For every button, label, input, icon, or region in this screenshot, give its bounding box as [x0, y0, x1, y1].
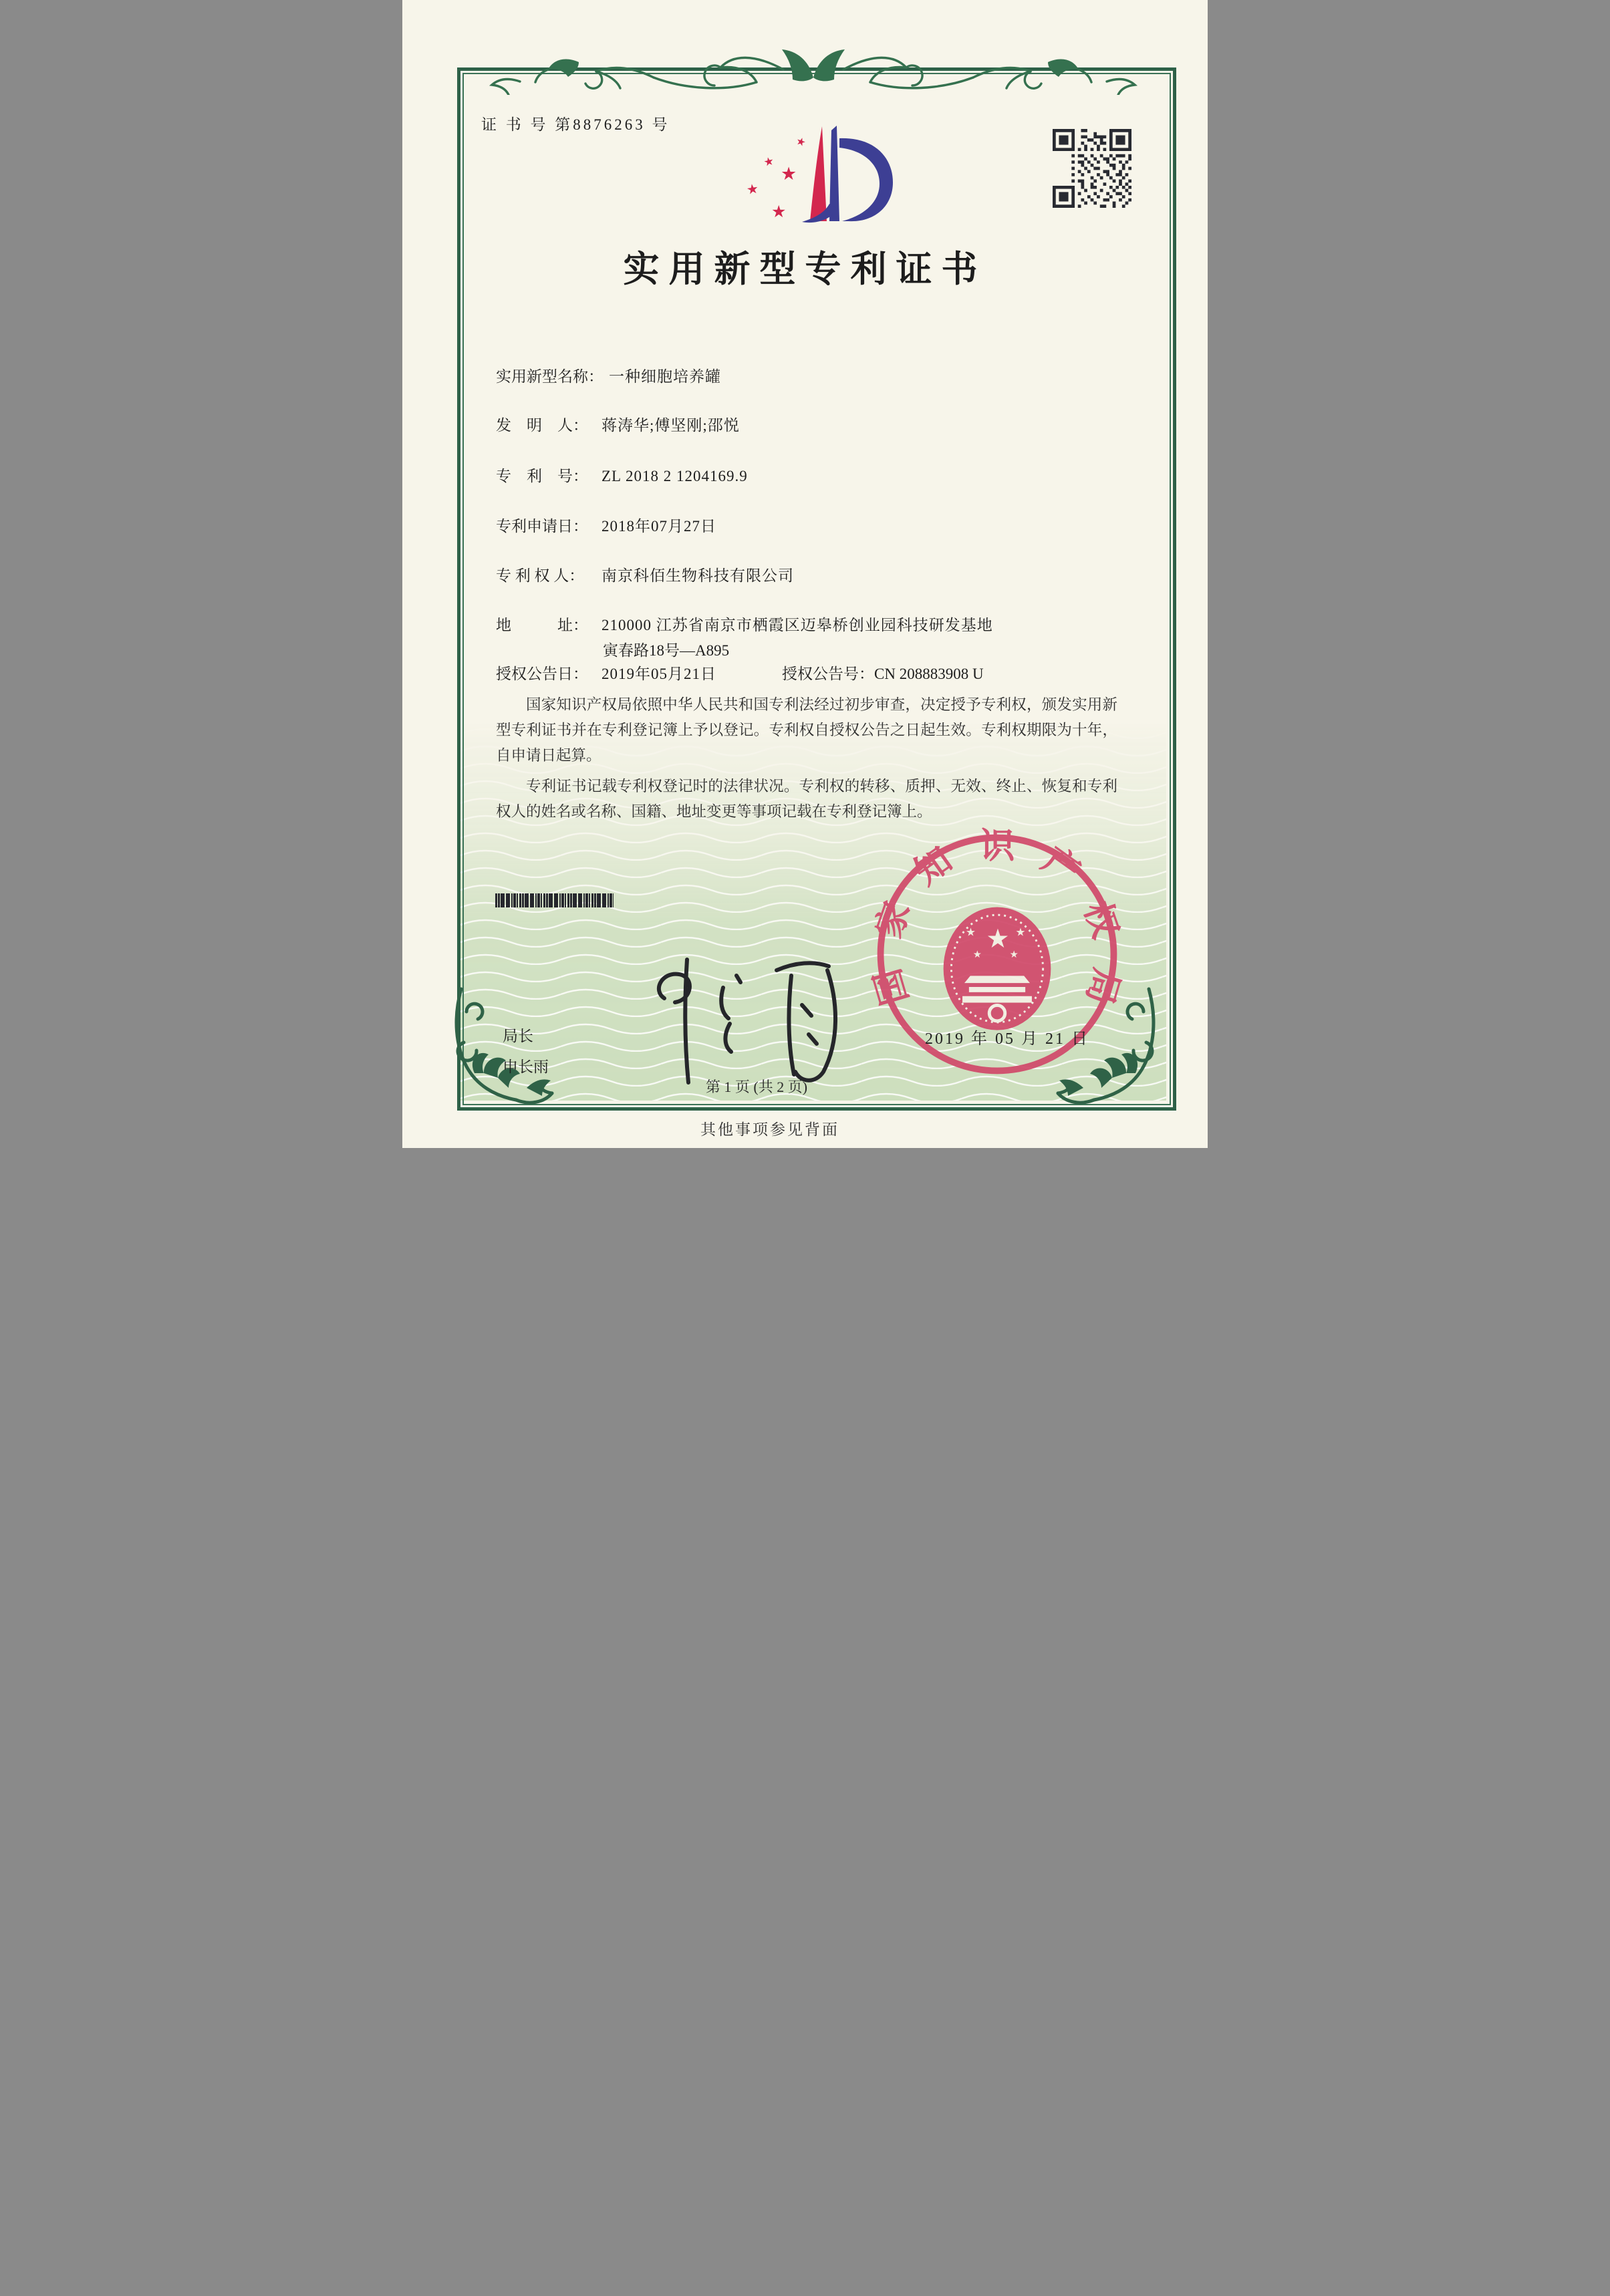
- field-address: [496, 613, 993, 635]
- field-value: 南京科佰生物科技有限公司: [601, 567, 794, 584]
- svg-text:★: ★: [745, 180, 760, 198]
- field-value: 一种细胞培养罐: [609, 368, 721, 385]
- field-value: 2018年07月27日: [601, 518, 716, 535]
- legal-paragraph-2: 专利证书记载专利权登记时的法律状况。专利权的转移、质押、无效、终止、恢复和专利权人的姓名或名称、国籍、地址变更等事项记载在专利登记簿上。: [496, 778, 1117, 820]
- field-label: 授权公告日：: [496, 666, 588, 682]
- svg-text:★: ★: [771, 202, 787, 221]
- field-grant-number: [782, 662, 984, 684]
- barcode: [495, 893, 614, 907]
- back-side-note: 其他事项参见背面: [700, 1121, 839, 1138]
- field-grant-date: [496, 662, 716, 684]
- svg-text:★: ★: [1015, 925, 1026, 939]
- certificate-title: 实用新型专利证书: [623, 249, 987, 289]
- field-value: 2019年05月21日: [601, 666, 716, 682]
- field-filing-date: [496, 514, 716, 536]
- field-patentee: [496, 563, 794, 585]
- svg-text:★: ★: [762, 154, 775, 170]
- certificate-number: 证 书 号 第8876263 号: [481, 116, 670, 133]
- svg-text:★: ★: [781, 164, 797, 184]
- field-label: 专利申请日：: [496, 518, 588, 535]
- field-utility-model-name: [496, 364, 721, 386]
- page-number: 第 1 页 (共 2 页): [705, 1079, 808, 1095]
- field-label: 专 利 权 人：: [496, 567, 585, 584]
- field-label: 专 利 号：: [496, 468, 588, 484]
- seal-national-emblem: [944, 907, 1051, 1030]
- field-label: 授权公告号：: [782, 666, 874, 682]
- field-label: 地 址：: [496, 617, 588, 633]
- qr-code: [1053, 129, 1131, 208]
- svg-text:★: ★: [794, 134, 808, 150]
- field-label: 实用新型名称：: [496, 368, 603, 385]
- svg-text:★: ★: [986, 924, 1010, 955]
- field-value: 210000 江苏省南京市栖霞区迈皋桥创业园科技研发基地: [601, 617, 993, 633]
- top-dragon-ornament: [457, 43, 1170, 95]
- field-value: CN 208883908 U: [874, 666, 984, 682]
- svg-text:★: ★: [972, 948, 982, 960]
- director-title: 局长: [503, 1028, 533, 1044]
- field-address-line2: 寅春路18号—A895: [603, 642, 730, 659]
- svg-text:★: ★: [965, 925, 976, 939]
- seal-text: 国家知识产权局: [868, 827, 1126, 1010]
- svg-text:★: ★: [1009, 948, 1019, 960]
- director-block: [503, 1021, 549, 1083]
- seal-date: 2019 年 05 月 21 日: [925, 1030, 1089, 1048]
- cnipa-logo: [736, 122, 904, 229]
- field-value: ZL 2018 2 1204169.9: [601, 468, 748, 484]
- field-inventors: [496, 413, 740, 435]
- legal-text-block: [496, 692, 1117, 830]
- field-value: 蒋涛华;傅坚刚;邵悦: [601, 417, 740, 434]
- field-patent-number: [496, 464, 748, 486]
- director-name: 申长雨: [503, 1058, 549, 1075]
- legal-paragraph-1: 国家知识产权局依照中华人民共和国专利法经过初步审查，决定授予专利权，颁发实用新型专利证书并在专利登记簿上予以登记。专利权自授权公告之日起生效。专利权期限为十年，自申请日起算。: [496, 696, 1117, 764]
- patent-certificate-page: [402, 0, 1208, 1148]
- field-label: 发 明 人：: [496, 417, 588, 434]
